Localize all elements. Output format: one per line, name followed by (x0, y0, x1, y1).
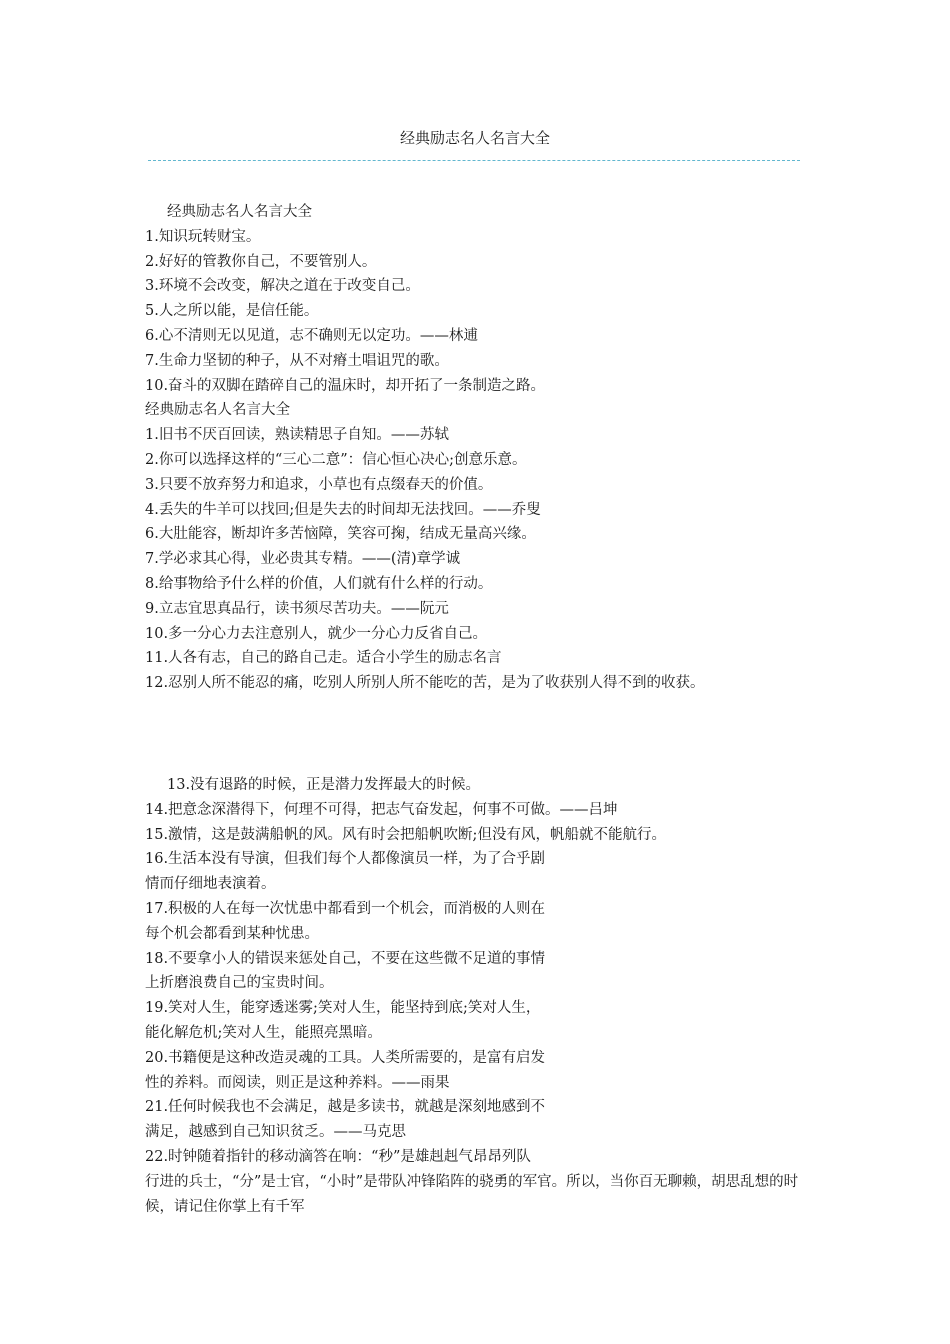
quotes-section-one (145, 200, 815, 696)
quote-line: 1.旧书不厌百回读，熟读精思子自知。——苏轼 (145, 427, 449, 444)
page-title: 经典励志名人名言大全 (399, 129, 550, 147)
quote-line: 7.学必求其心得，业必贵其专精。——(清)章学诚 (145, 551, 461, 568)
quote-line: 12.忍别人所不能忍的痛，吃别人所别人所不能吃的苦，是为了收获别人得不到的收获。 (145, 675, 705, 692)
quote-line: 能化解危机;笑对人生，能照亮黑暗。 (145, 1024, 382, 1041)
quote-line: 10.多一分心力去注意别人，就少一分心力反省自己。 (145, 625, 488, 642)
quote-line: 7.生命力坚韧的种子，从不对瘠土唱诅咒的歌。 (145, 352, 449, 369)
quote-line: 22.时钟随着指针的移动滴答在响：“秒”是雄赳赳气昂昂列队 (145, 1148, 531, 1165)
quote-line: 1.知识玩转财宝。 (145, 228, 261, 245)
quote-line: 15.激情，这是鼓满船帆的风。风有时会把船帆吹断;但没有风，帆船就不能航行。 (145, 826, 666, 843)
quote-line: 3.环境不会改变，解决之道在于改变自己。 (145, 278, 420, 295)
quote-line: 情而仔细地表演着。 (145, 876, 276, 893)
quote-line: 18.不要拿小人的错误来惩处自己，不要在这些微不足道的事情 (145, 950, 546, 967)
quote-line: 11.人各有志，自己的路自己走。适合小学生的励志名言 (145, 650, 502, 667)
quote-line: 6.大肚能容，断却许多苦恼障，笑容可掬，结成无量高兴缘。 (145, 526, 536, 543)
quote-line: 17.积极的人在每一次忧患中都看到一个机会，而消极的人则在 (145, 900, 546, 917)
quote-line: 满足，越感到自己知识贫乏。——马克思 (145, 1124, 406, 1141)
quote-line: 3.只要不放弃努力和追求，小草也有点缀春天的价值。 (145, 476, 493, 493)
quote-line: 2.你可以选择这样的“三心二意”：信心恒心决心;创意乐意。 (145, 451, 527, 468)
quote-line: 21.任何时候我也不会满足，越是多读书，就越是深刻地感到不 (145, 1099, 546, 1116)
quote-line: 4.丢失的牛羊可以找回;但是失去的时间却无法找回。——乔叟 (145, 501, 541, 518)
quote-line: 16.生活本没有导演，但我们每个人都像演员一样，为了合乎剧 (145, 851, 546, 868)
quote-line: 8.给事物给予什么样的价值，人们就有什么样的行动。 (145, 575, 493, 592)
quote-line: 13.没有退路的时候，正是潜力发挥最大的时候。 (167, 777, 481, 793)
quote-line: 性的养料。而阅读，则正是这种养料。——雨果 (145, 1074, 450, 1091)
title-divider (148, 160, 800, 161)
quote-line: 19.笑对人生，能穿透迷雾;笑对人生，能坚持到底;笑对人生， (145, 1000, 541, 1017)
section-heading: 经典励志名人名言大全 (167, 204, 312, 220)
quote-line: 10.奋斗的双脚在踏碎自己的温床时，却开拓了一条制造之路。 (145, 377, 546, 394)
section-heading: 经典励志名人名言大全 (145, 402, 290, 419)
quote-line: 14.把意念深潜得下，何理不可得，把志气奋发起，何事不可做。——吕坤 (145, 801, 618, 818)
quote-line: 20.书籍便是这种改造灵魂的工具。人类所需要的，是富有启发 (145, 1049, 546, 1066)
quote-line: 5.人之所以能，是信任能。 (145, 303, 319, 320)
quote-line: 每个机会都看到某种忧患。 (145, 925, 319, 942)
quote-line: 6.心不清则无以见道，志不确则无以定功。——林逋 (145, 327, 478, 344)
quote-line: 上折磨浪费自己的宝贵时间。 (145, 975, 334, 992)
quote-line: 9.立志宜思真品行，读书须尽苦功夫。——阮元 (145, 600, 449, 617)
quote-line: 2.好好的管教你自己，不要管别人。 (145, 253, 377, 270)
quotes-section-two (145, 773, 815, 1219)
quote-line: 行进的兵士，“分”是士官，“小时”是带队冲锋陷阵的骁勇的军官。所以，当你百无聊赖，胡思乱想的时候，请记住你掌上有千军 (145, 1173, 799, 1215)
